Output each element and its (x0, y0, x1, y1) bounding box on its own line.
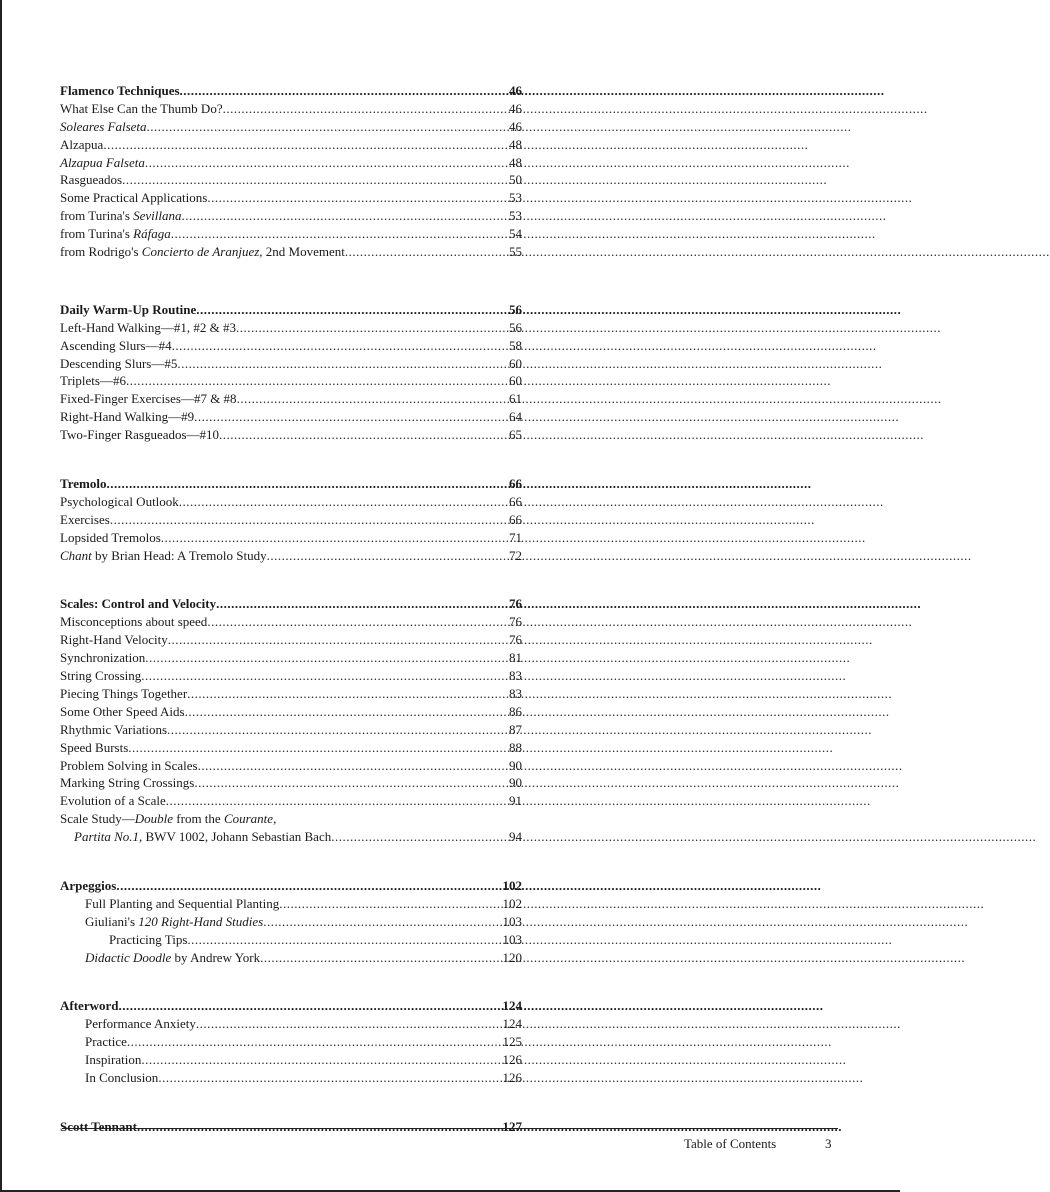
toc-title-part: Speed Bursts (60, 739, 129, 755)
toc-dot-leader (331, 828, 508, 846)
toc-dot-leader (179, 493, 508, 511)
toc-page-number: 126 (502, 1069, 522, 1085)
toc-entry[interactable] (60, 649, 522, 667)
toc-chapter-entry[interactable] (60, 877, 522, 895)
toc-title-part: from Turina's (60, 208, 134, 224)
toc-dot-leader (196, 1015, 502, 1033)
toc-entry-title (85, 1051, 141, 1069)
toc-entry-title (60, 774, 194, 792)
toc-entry[interactable] (60, 225, 522, 243)
toc-page-number: 53 (509, 190, 522, 206)
toc-entry[interactable] (60, 1051, 522, 1069)
toc-dot-leader (116, 877, 501, 895)
toc-title-part: Sevillana (133, 208, 182, 224)
toc-title-part: Chant (60, 547, 92, 563)
toc-page-number: 60 (509, 355, 522, 371)
toc-page-number: 53 (509, 208, 522, 224)
toc-page-number: 56 (509, 301, 522, 317)
toc-page-number: 64 (509, 409, 522, 425)
toc-page-number: 60 (509, 373, 522, 389)
toc-dot-leader (106, 475, 508, 493)
toc-entry-title (60, 408, 194, 426)
toc-entry[interactable] (60, 408, 522, 426)
toc-page-number: 66 (509, 493, 522, 509)
footer-page-number: 3 (825, 1136, 832, 1151)
toc-dot-leader (128, 739, 508, 757)
toc-title-part: , (273, 811, 277, 827)
toc-chapter-entry[interactable] (60, 475, 522, 493)
toc-page-number: 102 (502, 877, 522, 893)
toc-entry-title (60, 475, 106, 493)
toc-title-part: Lopsided Tremolos (60, 529, 161, 545)
toc-entry[interactable] (60, 154, 522, 172)
toc-title-part: Concierto de Aranjuez (141, 244, 260, 260)
toc-entry[interactable] (60, 529, 522, 547)
toc-section (60, 1118, 522, 1136)
toc-entry[interactable] (60, 319, 522, 337)
toc-title-part: Problem Solving in Scales (60, 757, 198, 773)
toc-page-number: 46 (509, 118, 522, 134)
toc-title-part: Marking String Crossings (60, 775, 195, 791)
toc-entry-title (60, 189, 207, 207)
toc-dot-leader (177, 355, 508, 373)
toc-page-number: 86 (509, 703, 522, 719)
toc-page-number: 50 (509, 172, 522, 188)
toc-page-number: 124 (502, 998, 522, 1014)
toc-title-part: Piecing Things Together (60, 685, 188, 701)
toc-page-number: 81 (509, 650, 522, 666)
toc-title-part: Rasgueados (60, 172, 123, 188)
toc-dot-leader (103, 136, 508, 154)
toc-dot-leader (279, 895, 501, 913)
toc-dot-leader (182, 207, 508, 225)
toc-entry[interactable] (60, 189, 522, 207)
toc-dot-leader (219, 426, 508, 444)
toc-page-number: 125 (502, 1034, 522, 1050)
toc-entry-title (85, 913, 263, 931)
toc-page-number: 66 (509, 511, 522, 527)
toc-page-number: 94 (509, 829, 522, 845)
toc-title-part: Practicing Tips (109, 931, 188, 947)
toc-dot-leader (196, 301, 508, 319)
toc-section (60, 475, 522, 564)
toc-dot-leader (194, 774, 508, 792)
toc-dot-leader (185, 703, 508, 721)
toc-page-number: 103 (502, 913, 522, 929)
toc-title-part: Full Planting and Sequential Planting (85, 895, 280, 911)
toc-dot-leader (237, 390, 508, 408)
toc-dot-leader (345, 243, 508, 261)
toc-entry-title (60, 595, 216, 613)
toc-chapter-entry[interactable] (60, 997, 522, 1015)
toc-dot-leader (236, 319, 508, 337)
toc-page-number: 120 (502, 949, 522, 965)
toc-page-number: 90 (509, 775, 522, 791)
toc-entry[interactable] (60, 171, 522, 189)
toc-entry[interactable] (60, 1033, 522, 1051)
toc-entry[interactable] (60, 243, 522, 261)
toc-dot-leader (158, 1069, 501, 1087)
toc-title-part: Inspiration (85, 1052, 142, 1068)
toc-dot-leader (263, 913, 501, 931)
toc-page-number: 127 (502, 1118, 522, 1134)
toc-entry-title (60, 529, 161, 547)
toc-title-part: Two-Finger Rasgueados—#10 (60, 427, 220, 443)
toc-chapter-entry[interactable] (60, 595, 522, 613)
toc-title-part: Rhythmic Variations (60, 721, 168, 737)
toc-title-part: Scales: Control and Velocity (60, 596, 217, 612)
toc-page-number: 76 (509, 614, 522, 630)
toc-entry-title (60, 792, 166, 810)
toc-entry[interactable] (60, 828, 522, 846)
toc-page-number: 76 (509, 596, 522, 612)
toc-title-part: by Brian Head: A Tremolo Study (91, 547, 267, 563)
toc-entry-title (60, 511, 110, 529)
toc-entry[interactable] (60, 703, 522, 721)
toc-title-part: What Else Can the Thumb Do? (60, 100, 223, 116)
toc-dot-leader (110, 511, 508, 529)
toc-entry[interactable] (60, 337, 522, 355)
toc-entry[interactable] (60, 1015, 522, 1033)
toc-title-part: Right-Hand Walking—#9 (60, 409, 195, 425)
toc-entry[interactable] (60, 426, 522, 444)
toc-title-part: Some Other Speed Aids (60, 703, 185, 719)
toc-title-part: 120 Right-Hand Studies (138, 913, 264, 929)
toc-dot-leader (141, 667, 508, 685)
toc-title-part: , 2nd Movement (259, 244, 345, 260)
toc-entry[interactable] (60, 792, 522, 810)
toc-dot-leader (171, 225, 508, 243)
toc-page-number: 58 (509, 337, 522, 353)
toc-entry[interactable] (60, 136, 522, 154)
toc-title-part: Fixed-Finger Exercises—#7 & #8 (60, 391, 237, 407)
toc-title-part: Psychological Outlook (60, 493, 179, 509)
toc-entry-title (60, 319, 236, 337)
toc-page-number: 91 (509, 793, 522, 809)
toc-chapter-entry[interactable] (60, 301, 522, 319)
toc-dot-leader (166, 792, 508, 810)
toc-entry-title (60, 301, 196, 319)
toc-title-part: Exercises (60, 511, 110, 527)
toc-page-number: 66 (509, 476, 522, 492)
toc-page-number: 61 (509, 391, 522, 407)
toc-page-number: 87 (509, 721, 522, 737)
toc-title-part: Scale Study— (60, 811, 135, 827)
table-of-contents (60, 82, 522, 1167)
toc-dot-leader (223, 100, 508, 118)
toc-dot-leader (118, 997, 501, 1015)
toc-entry[interactable] (60, 810, 522, 828)
toc-entry-title (60, 118, 147, 136)
toc-entry[interactable] (60, 895, 522, 913)
toc-dot-leader (267, 547, 508, 565)
toc-title-part: Double (134, 811, 174, 827)
toc-page-number: 88 (509, 739, 522, 755)
toc-page-number: 65 (509, 427, 522, 443)
toc-entry[interactable] (60, 207, 522, 225)
toc-dot-leader (180, 82, 508, 100)
toc-entry-title (60, 1118, 137, 1136)
toc-entry[interactable] (60, 739, 522, 757)
toc-page-number: 48 (509, 154, 522, 170)
toc-dot-leader (194, 408, 508, 426)
toc-title-part: Misconceptions about speed (60, 614, 208, 630)
toc-entry[interactable] (60, 913, 522, 931)
toc-entry-title (60, 171, 122, 189)
toc-title-part: Descending Slurs—#5 (60, 355, 178, 371)
toc-dot-leader (167, 721, 508, 739)
toc-dot-leader (187, 685, 508, 703)
toc-title-part: Tremolo (60, 476, 107, 492)
toc-page-number: 54 (509, 226, 522, 242)
toc-title-part: Ráfaga (133, 226, 171, 242)
toc-title-part: Alzapua Falseta (60, 154, 145, 170)
toc-title-part: by Andrew York (171, 949, 261, 965)
footer-label: Table of Contents (684, 1136, 777, 1151)
toc-title-part: Soleares Falseta (60, 118, 147, 134)
toc-entry-title (60, 225, 171, 243)
toc-entry-title (60, 997, 118, 1015)
toc-entry-title (60, 493, 179, 511)
toc-entry[interactable] (60, 631, 522, 649)
toc-entry-title (60, 739, 128, 757)
toc-title-part: Courante (223, 811, 274, 827)
toc-page-number: 55 (509, 244, 522, 260)
toc-dot-leader (187, 931, 501, 949)
toc-title-part: Afterword (60, 998, 119, 1014)
toc-entry[interactable] (60, 390, 522, 408)
toc-page-number: 72 (509, 547, 522, 563)
toc-entry-title (60, 547, 267, 565)
toc-dot-leader (168, 631, 508, 649)
toc-entry-title (60, 667, 141, 685)
toc-dot-leader (207, 189, 508, 207)
toc-title-part: Practice (85, 1034, 127, 1050)
toc-entry-title (60, 136, 103, 154)
toc-page-number: 71 (509, 529, 522, 545)
toc-entry-title (74, 828, 331, 846)
toc-entry-title (60, 649, 145, 667)
toc-page-number: 83 (509, 668, 522, 684)
toc-entry-title (109, 931, 187, 949)
toc-section (60, 595, 522, 845)
toc-section (60, 301, 522, 444)
toc-entry-title (60, 154, 145, 172)
page-left-border (0, 0, 2, 1192)
toc-title-part: Flamenco Techniques (60, 83, 180, 98)
toc-page-number: 83 (509, 685, 522, 701)
toc-entry-title (85, 949, 260, 967)
toc-entry[interactable] (60, 1069, 522, 1087)
toc-entry-title (85, 1033, 127, 1051)
toc-entry-title (60, 810, 522, 828)
toc-page-number: 46 (509, 83, 522, 98)
toc-title-part: Giuliani's (85, 913, 139, 929)
toc-dot-leader (198, 757, 508, 775)
toc-dot-leader (122, 171, 508, 189)
toc-entry[interactable] (60, 667, 522, 685)
toc-title-part: from Rodrigo's (60, 244, 142, 260)
toc-title-part: Evolution of a Scale (60, 793, 166, 809)
toc-entry[interactable] (60, 721, 522, 739)
toc-entry-title (60, 613, 207, 631)
toc-entry-title (60, 757, 198, 775)
toc-page-number: 102 (502, 895, 522, 911)
toc-chapter-entry[interactable] (60, 82, 522, 100)
toc-entry-title (60, 877, 116, 895)
toc-section (60, 877, 522, 966)
toc-entry-title (60, 100, 223, 118)
toc-entry-title (60, 426, 219, 444)
toc-entry[interactable] (60, 355, 522, 373)
toc-entry-title (60, 82, 180, 100)
toc-title-part: Daily Warm-Up Routine (60, 301, 197, 317)
toc-dot-leader (207, 613, 508, 631)
toc-dot-leader (127, 1033, 502, 1051)
toc-page-number: 126 (502, 1052, 522, 1068)
toc-dot-leader (260, 949, 501, 967)
toc-title-part: Triplets—#6 (60, 373, 126, 389)
toc-page-number: 124 (502, 1016, 522, 1032)
footer-rule (62, 1128, 838, 1129)
toc-entry[interactable] (60, 547, 522, 565)
toc-entry-title (60, 207, 182, 225)
toc-entry-title (60, 721, 167, 739)
toc-entry[interactable] (60, 774, 522, 792)
toc-page-number: 103 (502, 931, 522, 947)
toc-entry-title (60, 372, 126, 390)
toc-title-part: Right-Hand Velocity (60, 632, 168, 648)
toc-entry[interactable] (60, 613, 522, 631)
toc-title-part: Scott Tennant (60, 1118, 137, 1134)
toc-entry-title (60, 390, 237, 408)
toc-entry[interactable] (60, 949, 522, 967)
toc-dot-leader (147, 118, 508, 136)
toc-entry[interactable] (60, 118, 522, 136)
toc-entry[interactable] (60, 685, 522, 703)
toc-title-part: Some Practical Applications (60, 190, 208, 206)
toc-entry-title (85, 1015, 196, 1033)
toc-title-part: Partita No.1 (74, 829, 140, 845)
toc-dot-leader (141, 1051, 501, 1069)
toc-title-part: Didactic Doodle (85, 949, 172, 965)
toc-entry[interactable] (60, 493, 522, 511)
toc-title-part: Ascending Slurs—#4 (60, 337, 172, 353)
toc-dot-leader (145, 649, 508, 667)
toc-entry-title (60, 355, 177, 373)
toc-dot-leader (216, 595, 508, 613)
toc-title-part: Synchronization (60, 650, 146, 666)
toc-title-part: Performance Anxiety (85, 1016, 196, 1032)
toc-entry[interactable] (60, 372, 522, 390)
toc-page-number: 46 (509, 100, 522, 116)
toc-page-number: 48 (509, 136, 522, 152)
toc-dot-leader (126, 372, 508, 390)
toc-entry-title (60, 685, 187, 703)
toc-entry-title (60, 337, 172, 355)
toc-title-part: from Turina's (60, 226, 134, 242)
toc-chapter-entry[interactable] (60, 1118, 522, 1136)
toc-dot-leader (172, 337, 508, 355)
toc-entry-title (60, 243, 345, 261)
toc-section (60, 997, 522, 1086)
toc-dot-leader (145, 154, 508, 172)
toc-entry[interactable] (60, 511, 522, 529)
toc-entry-title (60, 703, 185, 721)
toc-title-part: , BWV 1002, Johann Sebastian Bach (139, 829, 332, 845)
toc-entry-title (60, 631, 168, 649)
toc-title-part: Arpeggios (60, 877, 117, 893)
toc-page-number: 76 (509, 632, 522, 648)
toc-title-part: from the (173, 811, 224, 827)
toc-entry[interactable] (60, 100, 522, 118)
toc-page-number: 56 (509, 319, 522, 335)
toc-title-part: Alzapua (60, 136, 104, 152)
toc-title-part: Left-Hand Walking—#1, #2 & #3 (60, 319, 236, 335)
toc-entry[interactable] (60, 757, 522, 775)
toc-entry-title (85, 1069, 158, 1087)
toc-dot-leader (161, 529, 508, 547)
toc-title-part: String Crossing (60, 668, 142, 684)
toc-entry-title (85, 895, 279, 913)
toc-title-part: In Conclusion (85, 1069, 159, 1085)
toc-entry[interactable] (60, 931, 522, 949)
toc-page-number: 90 (509, 757, 522, 773)
toc-section (60, 82, 522, 261)
toc-dot-leader (137, 1118, 502, 1136)
